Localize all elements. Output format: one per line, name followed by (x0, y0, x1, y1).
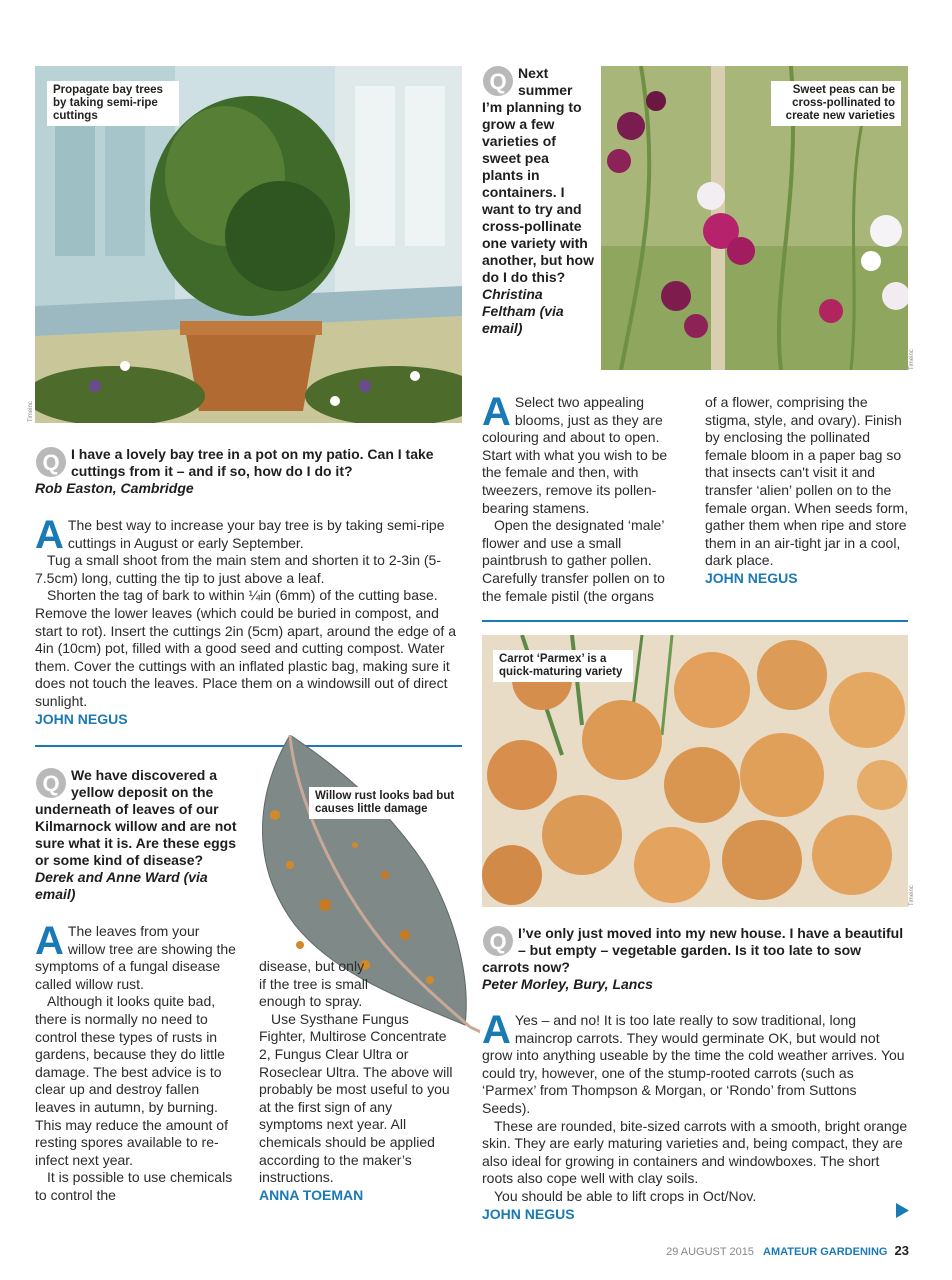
sweetpea-answer-p3: of a flower, comprising the stigma, style, and ovary). Finish by enclosing the pollinated female bloom in a paper bag so that insects can't visit it and transfer ‘alien’ pollen on to the female organ. When seeds form, gather them when ripe and store them in an air-tight jar in a cool, dark place. (705, 394, 909, 569)
willow-caption: Willow rust looks bad but causes little damage (309, 787, 471, 819)
willow-answer-col1 (35, 919, 240, 1205)
q-glyph: Q (42, 771, 60, 796)
sweetpea-question-block (482, 65, 594, 337)
q-glyph: Q (489, 69, 507, 94)
bay-signature: JOHN NEGUS (35, 710, 128, 727)
magazine-name: AMATEUR GARDENING (763, 1246, 888, 1258)
willow-signature: ANNA TOEMAN (259, 1186, 364, 1203)
answer-a-icon: A (482, 1008, 511, 1052)
divider (482, 620, 908, 622)
bay-answer-p1: The best way to increase your bay tree is by taking semi-ripe cuttings in August or early September. (67, 517, 445, 551)
bay-photo-credit: Timeinc (28, 401, 34, 422)
bay-answer-p3: Shorten the tag of bark to within ¼in (6mm) of the cutting base. Remove the lower leaves (which could be buried in compost, and start to rot). Insert the cuttings 2in (5cm) apart, around the edge of a 4in (10cm) pot, filled with a good seed and cutting compost. Water them. Cover the cuttings with an inflated plastic bag, making sure it does not touch the leaves. Place them on a windowsill out of direct sunlight. (35, 587, 456, 709)
willow-answer-p3: It is possible to use chemicals to control the (35, 1169, 233, 1203)
carrot-question-block (482, 925, 908, 993)
sweetpea-answer-col1 (482, 390, 688, 605)
carrot-answer-p1: Yes – and no! It is too late really to sow traditional, long maincrop carrots. They would germinate OK, but would not grow into anything useable by the time the cold weather arrives. You could try, however, one of the stump-rooted carrots (such as ‘Parmex’ from Thompson & Morgan, or ‘Rondo’ from Suttons Seeds). (482, 1012, 905, 1116)
bay-answer (35, 513, 462, 728)
page-number: 23 (894, 1243, 909, 1258)
sweetpea-answer-p2: Open the designated ‘male’ flower and use a small paintbrush to gather pollen. Carefully transfer pollen on to the female pistil (the organs (482, 517, 665, 604)
continue-arrow-icon (896, 1203, 909, 1218)
sweetpea-asker: Christina Feltham (via email) (482, 286, 564, 336)
bay-question: I have a lovely bay tree in a pot on my patio. Can I take cuttings from it – and if so, how do I do it? (71, 446, 434, 479)
carrot-signature: JOHN NEGUS (482, 1205, 575, 1222)
answer-a-icon: A (35, 919, 64, 963)
sweetpea-signature: JOHN NEGUS (705, 569, 798, 586)
willow-answer-p4: disease, but only if the tree is small enough to spray. (259, 958, 368, 1010)
willow-answer-p2: Although it looks quite bad, there is normally no need to control these types of rusts in gardens, because they do little damage. The best advice is to clear up and destroy fallen leaves in autumn, by burning. This may reduce the amount of resting spores available to re-infect next year. (35, 993, 228, 1168)
q-glyph: Q (42, 450, 60, 475)
sweetpea-question: Next summer I’m planning to grow a few varieties of sweet pea plants in containers. I want to try and cross-pollinate one variety with another, but how do I do this? (482, 65, 594, 285)
question-q-icon (35, 446, 67, 478)
sweetpea-photo-credit: Timeinc (909, 349, 915, 370)
willow-photo-credit: Timeinc (460, 979, 466, 1000)
sweetpea-answer-p1: Select two appealing blooms, just as they are colouring and about to open. Start with what you wish to be the female and then, with tweezers, remove its pollen-bearing stamens. (482, 394, 668, 516)
question-q-icon (35, 767, 67, 799)
q-glyph: Q (489, 929, 507, 954)
question-q-icon (482, 65, 514, 97)
answer-a-icon: A (35, 513, 64, 557)
sweetpea-caption: Sweet peas can be cross-pollinated to create new varieties (771, 81, 901, 126)
bay-caption: Propagate bay trees by taking semi-ripe cuttings (47, 81, 179, 126)
willow-question-block (35, 767, 251, 903)
carrot-question: I’ve only just moved into my new house. I have a beautiful – but empty – vegetable garden. Is it too late to sow carrots now? (482, 925, 904, 975)
carrot-photo-credit: Timeinc (909, 885, 915, 906)
page-footer (666, 1243, 909, 1258)
willow-asker: Derek and Anne Ward (via email) (35, 869, 208, 902)
carrot-answer-p3: You should be able to lift crops in Oct/Nov. (494, 1187, 757, 1204)
willow-question: We have discovered a yellow deposit on the underneath of leaves of our Kilmarnock willow and are not sure what it is. Are these eggs or some kind of disease? (35, 767, 237, 868)
willow-answer-p5: Use Systhane Fungus Fighter, Multirose Concentrate 2, Fungus Clear Ultra or Roseclear Ultra. The above will probably be most useful to you at the first sign of any symptoms next year. All chemicals should be applied according to the maker’s instructions. (259, 1010, 453, 1186)
sweetpea-answer-col2 (705, 394, 910, 588)
carrot-caption: Carrot ‘Parmex’ is a quick-maturing variety (493, 650, 633, 682)
carrot-asker: Peter Morley, Bury, Lancs (482, 976, 653, 992)
willow-answer-col2 (259, 958, 459, 1204)
carrot-answer-p2: These are rounded, bite-sized carrots with a smooth, bright orange skin. They are early maturing varieties and, being compact, they are also ideal for growing in containers and windowboxes. The short roots also cope well with clay soils. (482, 1117, 908, 1187)
bay-question-block (35, 446, 460, 497)
carrot-answer (482, 1008, 908, 1223)
question-q-icon (482, 925, 514, 957)
willow-answer-p1: The leaves from your willow tree are showing the symptoms of a fungal disease called willow rust. (35, 923, 236, 992)
bay-asker: Rob Easton, Cambridge (35, 480, 194, 496)
answer-a-icon: A (482, 390, 511, 434)
bay-answer-p2: Tug a small shoot from the main stem and shorten it to 2-3in (5-7.5cm) long, cutting the tip to just above a leaf. (35, 552, 441, 586)
issue-date: 29 AUGUST 2015 (666, 1246, 754, 1258)
